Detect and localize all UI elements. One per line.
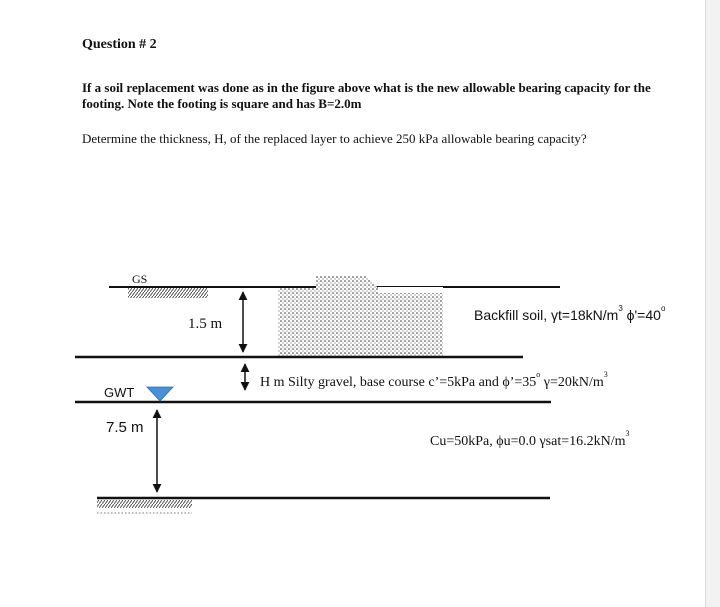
gwt-marker-icon xyxy=(147,387,173,401)
layer-gamma: γ=20kN/m xyxy=(540,375,604,390)
clay-text: Cu=50kPa, ϕu=0.0 γsat=16.2kN/m xyxy=(430,434,626,449)
clay-label xyxy=(430,429,630,450)
gwt-label: GWT xyxy=(104,385,135,400)
clay-sup: 3 xyxy=(625,429,630,438)
backfill-label xyxy=(474,304,666,323)
backfill-sup: 3 xyxy=(618,304,623,313)
gs-label: GS xyxy=(132,272,148,286)
footing-outline xyxy=(378,287,443,293)
question-title: Question # 2 xyxy=(82,37,157,52)
backfill-zone xyxy=(278,288,443,356)
backfill-mound xyxy=(316,276,378,288)
layer-deg: o xyxy=(536,370,541,379)
right-frame-edge xyxy=(705,0,720,607)
layer-sup: 3 xyxy=(603,370,608,379)
question-determine: Determine the thickness, H, of the replaced layer to achieve 250 kPa allowable bearing capacity? xyxy=(82,131,587,146)
backfill-text: Backfill soil, γt=18kN/m xyxy=(474,307,619,323)
depth-label: 1.5 m xyxy=(188,316,223,332)
ground-hatch xyxy=(128,288,208,298)
clay-depth-label: 7.5 m xyxy=(106,419,144,436)
question-text: If a soil replacement was done as in the figure above what is the new allowable bearing capacity for the footing. Note the footing is square and has B=2.0m xyxy=(82,80,651,111)
backfill-phi: ϕ'=40 xyxy=(622,307,661,323)
backfill-deg: o xyxy=(660,304,666,313)
bottom-hatch xyxy=(97,500,192,508)
layer-label xyxy=(260,370,608,391)
layer-text: H m Silty gravel, base course c’=5kPa and ϕ’=35 xyxy=(260,375,537,390)
